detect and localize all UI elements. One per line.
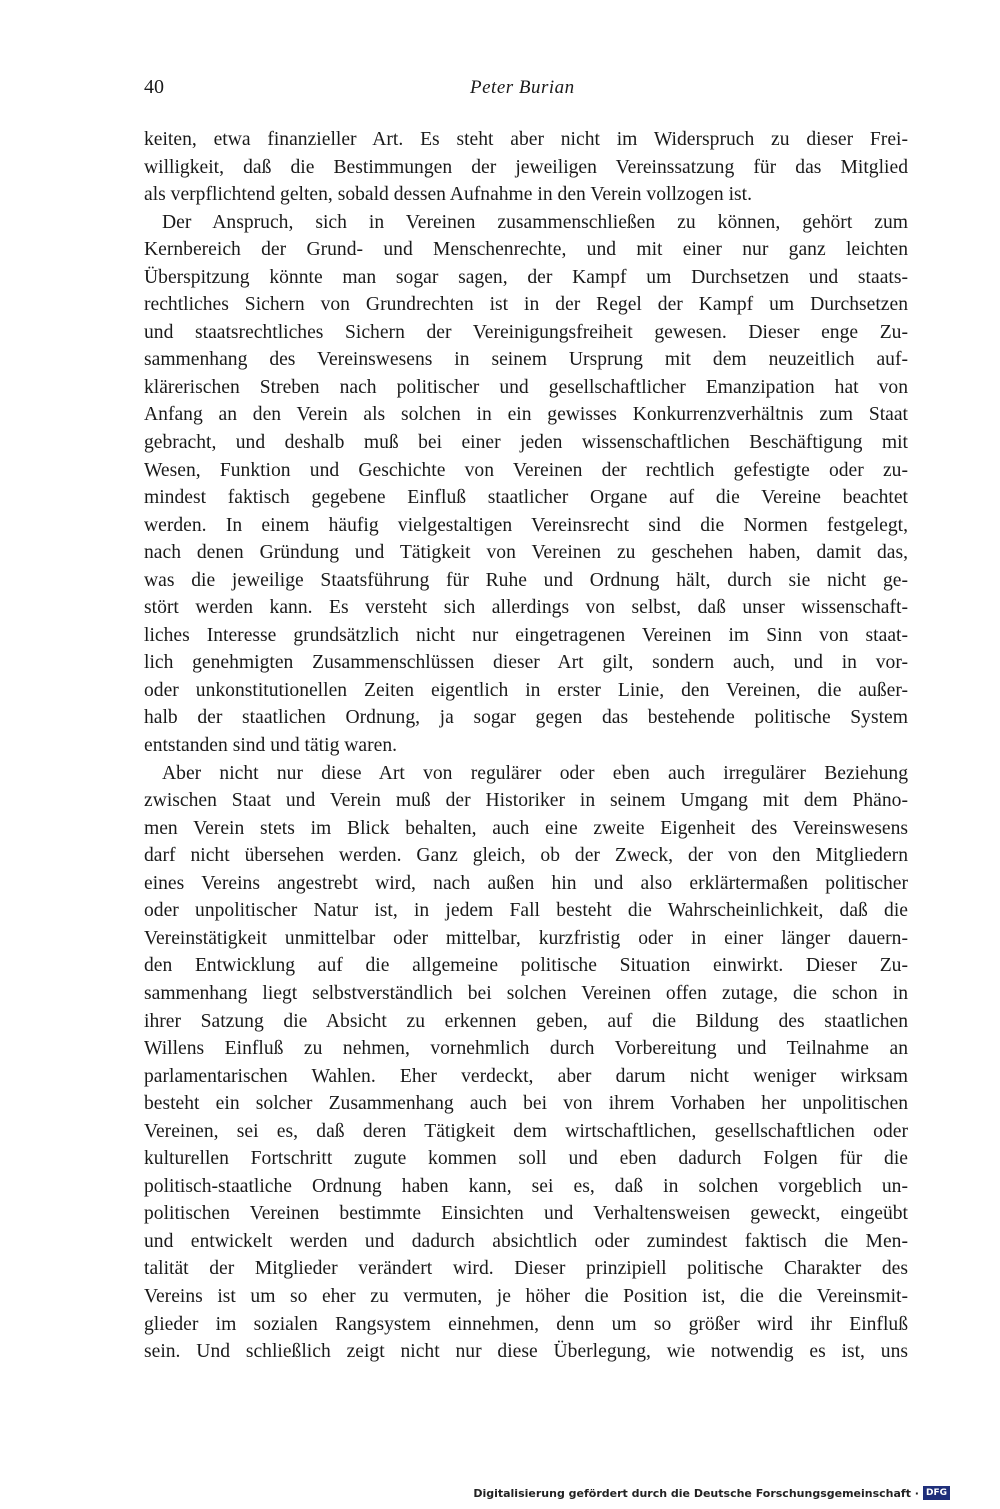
text-line: oder unpolitischer Natur ist, in jedem Fall besteht die Wahrscheinlichkeit, daß die (144, 900, 908, 922)
text-line: liches Interesse grundsätzlich nicht nur eingetragenen Vereinen im Sinn von staat- (144, 624, 908, 646)
text-line: politischen Vereinen bestimmte Einsichten und Verhaltensweisen geweckt, eingeübt (144, 1203, 908, 1225)
text-line: sammenhang liegt selbstverständlich bei solchen Vereinen offen zutage, die schon in (144, 982, 908, 1004)
text-line: Wesen, Funktion und Geschichte von Vereinen der rechtlich gefestigte oder zu- (144, 459, 908, 481)
text-line: was die jeweilige Staatsführung für Ruhe und Ordnung hält, durch sie nicht ge- (144, 569, 908, 591)
text-line: Anfang an den Verein als solchen in ein gewisses Konkurrenzverhältnis zum Staat (144, 404, 908, 426)
text-line: mindest faktisch gegebene Einfluß staatlicher Organe auf die Vereine beachtet (144, 487, 908, 509)
text-line: und staatsrechtliches Sichern der Vereinigungsfreiheit gewesen. Dieser enge Zu- (144, 321, 908, 343)
text-line: Vereinen, sei es, daß deren Tätigkeit dem wirtschaftlichen, gesellschaftlichen oder (144, 1120, 908, 1142)
text-line: sammenhang des Vereinswesens in seinem Ursprung mit dem neuzeitlich auf- (144, 349, 908, 371)
text-line: halb der staatlichen Ordnung, ja sogar gegen das bestehende politische System (144, 707, 908, 729)
text-line: glieder im sozialen Rangsystem einnehmen, denn um so größer wird ihr Einfluß (144, 1313, 908, 1335)
text-line: Der Anspruch, sich in Vereinen zusammenschließen zu können, gehört zum (162, 211, 908, 233)
text-line: kulturellen Fortschritt zugute kommen soll und eben dadurch Folgen für die (144, 1148, 908, 1170)
text-line: und entwickelt werden und dadurch absichtlich oder zumindest faktisch die Men- (144, 1230, 908, 1252)
text-line: rechtliches Sichern von Grundrechten ist in der Regel der Kampf um Durchsetzen (144, 294, 908, 316)
text-line: Vereins ist um so eher zu vermuten, je höher die Position ist, die die Vereinsmit- (144, 1285, 908, 1307)
text-line: talität der Mitglieder verändert wird. Dieser prinzipiell politische Charakter des (144, 1258, 908, 1280)
text-line: willigkeit, daß die Bestimmungen der jeweiligen Vereinssatzung für das Mitglied (144, 156, 908, 178)
text-line: besteht ein solcher Zusammenhang auch bei von ihrem Vorhaben her unpolitischen (144, 1093, 908, 1115)
text-line: Überspitzung könnte man sogar sagen, der Kampf um Durchsetzen und staats- (144, 266, 908, 288)
text-line: oder unkonstitutionellen Zeiten eigentlich in erster Linie, den Vereinen, die außer- (144, 679, 908, 701)
text-line: Willens Einfluß zu nehmen, vornehmlich durch Vorbereitung und Teilnahme an (144, 1038, 908, 1060)
text-line: politisch-staatliche Ordnung haben kann, sei es, daß in solchen vorgeblich un- (144, 1175, 908, 1197)
text-line: darf nicht übersehen werden. Ganz gleich, ob der Zweck, der von den Mitgliedern (144, 845, 908, 867)
text-line: als verpflichtend gelten, sobald dessen Aufnahme in den Verein vollzogen ist. (144, 184, 752, 206)
text-line: Aber nicht nur diese Art von regulärer oder eben auch irregulärer Beziehung (162, 762, 908, 784)
text-line: lich genehmigten Zusammenschlüssen dieser Art gilt, sondern auch, und in vor- (144, 652, 908, 674)
running-head: Peter Burian (470, 77, 575, 98)
text-line: ihrer Satzung die Absicht zu erkennen geben, auf die Bildung des staatlichen (144, 1010, 908, 1032)
text-line: zwischen Staat und Verein muß der Historiker in seinem Umgang mit dem Phäno- (144, 790, 908, 812)
text-line: nach denen Gründung und Tätigkeit von Vereinen zu geschehen haben, damit das, (144, 542, 908, 564)
text-line: Vereinstätigkeit unmittelbar oder mittelbar, kurzfristig oder in einer länger dauern- (144, 927, 908, 949)
text-line: eines Vereins angestrebt wird, nach außen hin und also erklärtermaßen politischer (144, 872, 908, 894)
text-line: stört werden kann. Es versteht sich allerdings von selbst, daß unser wissenschaft- (144, 597, 908, 619)
text-line: parlamentarischen Wahlen. Eher verdeckt, aber darum nicht weniger wirksam (144, 1065, 908, 1087)
dfg-logo: DFG (923, 1486, 950, 1500)
text-line: den Entwicklung auf die allgemeine politische Situation einwirkt. Dieser Zu- (144, 955, 908, 977)
digitization-credit (473, 1486, 950, 1500)
text-line: sein. Und schließlich zeigt nicht nur diese Überlegung, wie notwendig es ist, uns (144, 1341, 908, 1363)
body-text (144, 126, 908, 1366)
text-line: klärerischen Streben nach politischer und gesellschaftlicher Emanzipation hat von (144, 376, 908, 398)
page-number: 40 (144, 76, 164, 98)
credit-text: Digitalisierung gefördert durch die Deutsche Forschungsgemeinschaft · (473, 1486, 919, 1500)
text-line: keiten, etwa finanzieller Art. Es steht aber nicht im Widerspruch zu dieser Frei- (144, 129, 908, 150)
text-line: men Verein stets im Blick behalten, auch eine zweite Eigenheit des Vereinswesens (144, 817, 908, 839)
text-line: gebracht, und deshalb muß bei einer jeden wissenschaftlichen Beschäftigung mit (144, 432, 908, 454)
text-line: entstanden sind und tätig waren. (144, 735, 398, 757)
text-line: werden. In einem häufig vielgestaltigen Vereinsrecht sind die Normen festgelegt, (144, 514, 908, 536)
text-line: Kernbereich der Grund- und Menschenrechte, und mit einer nur ganz leichten (144, 239, 908, 261)
